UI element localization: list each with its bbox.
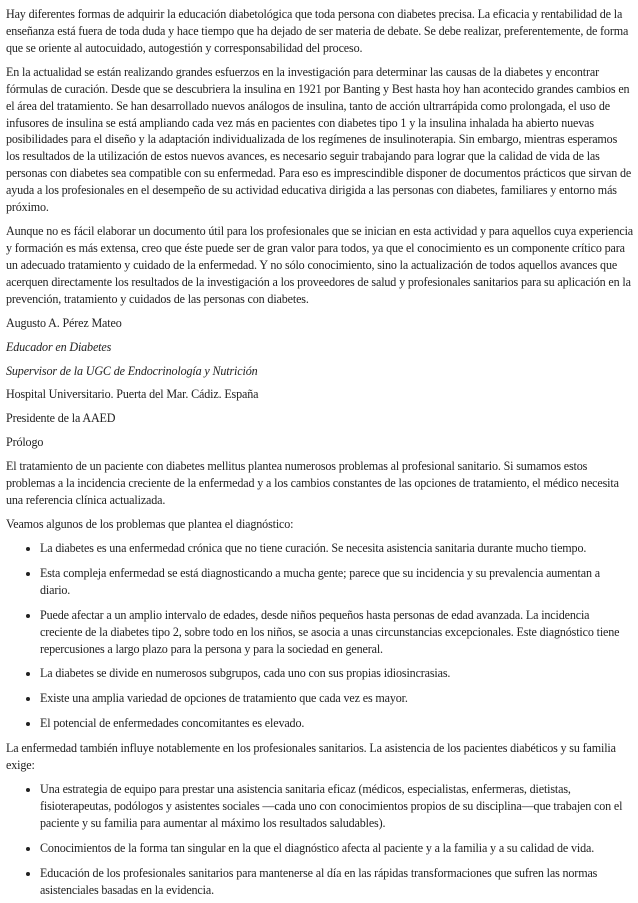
author-president: Presidente de la AAED [6,411,116,426]
list-item: • Existe una amplia variedad de opciones de tratamiento que cada vez es mayor. [40,690,633,707]
list-item: • La diabetes es una enfermedad crónica que no tiene curación. Se necesita asistencia sanitaria durante mucho tiempo. [40,540,633,557]
list-item: • Conocimientos de la forma tan singular en la que el diagnóstico afecta al paciente y a la familia y a su calidad de vida. [40,840,633,857]
list-item: • Educación de los profesionales sanitarios para mantenerse al día en las rápidas transformaciones que sufren las normas asistenciales basadas en la evidencia. [40,865,633,899]
list-item: • Esta compleja enfermedad se está diagnosticando a mucha gente; parece que su incidencia y su prevalencia aumentan a diario. [40,565,633,599]
author-supervisor: Supervisor de la UGC de Endocrinología y Nutrición [6,363,258,378]
professionals-list [6,781,633,899]
intro-paragraph-2: En la actualidad se están realizando grandes esfuerzos en la investigación para determinar las causas de la diabetes y encontrar fórmulas de curación. Desde que se descubriera la insulina en 1921 por Banting y Best hasta hoy han acontecido grandes cambios en el área del tratamiento. Se han desarrollado nuevos análogos de insulina, tanto de acción ultrarrápida como prolongada, el uso de infusores de insulina se está ampliando cada vez más en pacientes con diabetes tipo 1 y la insulina inhalada ha abierto nuevas posibilidades para el diseño y la adaptación individualizada de los regímenes de insulinoterapia. Sin embargo, mientras esperamos los resultados de la utilización de estos nuevos avances, es necesario seguir trabajando para lograr que la calidad de vida de las personas con diabetes sea compatible con su enfermedad. Para eso es imprescindible disponer de documentos prácticos que sirvan de ayuda a los profesionales en el desempeño de su actividad educativa dirigida a las personas con diabetes, familiares y entorno más próximo. [6,64,632,215]
list-item: • Una estrategia de equipo para prestar una asistencia sanitaria eficaz (médicos, especialistas, enfermeras, dietistas, fisioterapeutas, podólogos y asistentes sociales —cada uno con conocimientos propios de su disciplina—que trabajen con el paciente y su familia para aumentar al máximo los resultados saludables). [40,781,633,832]
intro-paragraph-1: Hay diferentes formas de adquirir la educación diabetológica que toda persona con diabetes precisa. La eficacia y rentabilidad de la enseñanza está fuera de toda duda y hace tiempo que ha dejado de ser materia de debate. Se debe realizar, preferentemente, de forma que se oriente al autocuidado, autogestión y corresponsabilidad del proceso. [6,7,629,55]
diagnostic-intro: Veamos algunos de los problemas que plantea el diagnóstico: [6,516,294,531]
author-hospital: Hospital Universitario. Puerta del Mar. Cádiz. España [6,387,259,402]
author-role: Educador en Diabetes [6,339,112,354]
intro-paragraph-3: Aunque no es fácil elaborar un documento útil para los profesionales que se inician en esta actividad y para aquellos cuya experiencia y formación es más extensa, creo que éste puede ser de gran valor para todos, ya que el conocimiento es un componente crítico para un adecuado tratamiento y cuidado de la enfermedad. Y no sólo conocimiento, sino la actualización de todos aquellos avances que acerquen directamente los resultados de la investigación a los proveedores de salud y profesionales sanitarios para su aplicación en la prevención, tratamiento y cuidados de las personas con diabetes. [6,224,634,306]
list-item: • La diabetes se divide en numerosos subgrupos, cada uno con sus propias idiosincrasias. [40,665,633,682]
diagnostic-list [6,540,633,732]
professionals-intro: La enfermedad también influye notablemente en los profesionales sanitarios. La asistencia de los pacientes diabéticos y su familia exige: [6,741,616,773]
author-name: Augusto A. Pérez Mateo [6,315,122,330]
list-item: • El potencial de enfermedades concomitantes es elevado. [40,715,633,732]
prologue-paragraph: El tratamiento de un paciente con diabetes mellitus plantea numerosos problemas al profesional sanitario. Si sumamos estos problemas a la incidencia creciente de la enfermedad y a los cambios constantes de las opciones de tratamiento, el médico necesita una referencia clínica actualizada. [6,459,619,508]
list-item: • Puede afectar a un amplio intervalo de edades, desde niños pequeños hasta personas de edad avanzada. La incidencia creciente de la diabetes tipo 2, sobre todo en los niños, se asocia a unas circunstancias excepcionales. Este diagnóstico tiene repercusiones a largo plazo para la persona y para la sociedad en general. [40,607,633,658]
section-title: Prólogo [6,435,44,450]
